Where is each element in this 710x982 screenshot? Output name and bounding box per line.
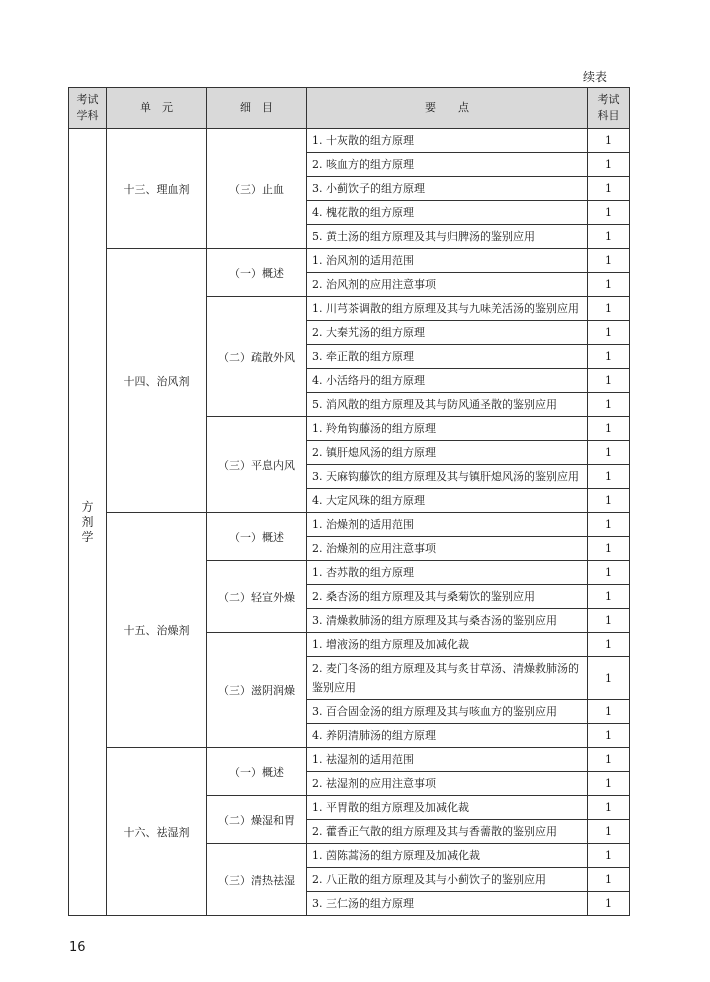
point-cell: 4. 槐花散的组方原理 (307, 201, 588, 225)
level-cell: 1 (588, 748, 630, 772)
header-points: 要 点 (307, 88, 588, 129)
point-cell: 3. 天麻钩藤饮的组方原理及其与镇肝熄风汤的鉴别应用 (307, 465, 588, 489)
level-cell: 1 (588, 393, 630, 417)
table-row (69, 129, 630, 153)
point-cell: 1. 增液汤的组方原理及加减化裁 (307, 633, 588, 657)
syllabus-table (68, 87, 630, 916)
level-cell: 1 (588, 369, 630, 393)
item-cell: （三）平息内风 (207, 417, 307, 513)
point-cell: 2. 藿香正气散的组方原理及其与香薷散的鉴别应用 (307, 820, 588, 844)
level-cell: 1 (588, 441, 630, 465)
table-row (69, 513, 630, 537)
header-unit: 单 元 (107, 88, 207, 129)
point-cell: 3. 清燥救肺汤的组方原理及其与桑杏汤的鉴别应用 (307, 609, 588, 633)
level-cell: 1 (588, 129, 630, 153)
item-cell: （三）止血 (207, 129, 307, 249)
point-cell: 1. 羚角钩藤汤的组方原理 (307, 417, 588, 441)
header-item: 细 目 (207, 88, 307, 129)
unit-cell: 十三、理血剂 (107, 129, 207, 249)
item-cell: （一）概述 (207, 249, 307, 297)
level-cell: 1 (588, 273, 630, 297)
item-cell: （二）疏散外风 (207, 297, 307, 417)
level-cell: 1 (588, 844, 630, 868)
point-cell: 2. 大秦艽汤的组方原理 (307, 321, 588, 345)
point-cell: 2. 咳血方的组方原理 (307, 153, 588, 177)
level-cell: 1 (588, 513, 630, 537)
table-body (69, 129, 630, 916)
point-cell: 5. 消风散的组方原理及其与防风通圣散的鉴别应用 (307, 393, 588, 417)
level-cell: 1 (588, 537, 630, 561)
point-cell: 3. 三仁汤的组方原理 (307, 892, 588, 916)
level-cell: 1 (588, 489, 630, 513)
point-cell: 2. 镇肝熄风汤的组方原理 (307, 441, 588, 465)
level-cell: 1 (588, 321, 630, 345)
table-row (69, 249, 630, 273)
unit-cell: 十五、治燥剂 (107, 513, 207, 748)
point-cell: 2. 治燥剂的应用注意事项 (307, 537, 588, 561)
level-cell: 1 (588, 201, 630, 225)
header-level: 考试 科目 (588, 88, 630, 129)
point-cell: 1. 杏苏散的组方原理 (307, 561, 588, 585)
level-cell: 1 (588, 561, 630, 585)
level-cell: 1 (588, 249, 630, 273)
continued-label: 续表 (583, 70, 608, 84)
point-cell: 5. 黄土汤的组方原理及其与归脾汤的鉴别应用 (307, 225, 588, 249)
level-cell: 1 (588, 868, 630, 892)
level-cell: 1 (588, 225, 630, 249)
point-cell: 2. 祛湿剂的应用注意事项 (307, 772, 588, 796)
header-subject: 考试 学科 (69, 88, 107, 129)
item-cell: （一）概述 (207, 748, 307, 796)
point-cell: 2. 治风剂的应用注意事项 (307, 273, 588, 297)
level-cell: 1 (588, 700, 630, 724)
point-cell: 3. 百合固金汤的组方原理及其与咳血方的鉴别应用 (307, 700, 588, 724)
point-cell: 1. 川芎茶调散的组方原理及其与九味羌活汤的鉴别应用 (307, 297, 588, 321)
point-cell: 2. 麦门冬汤的组方原理及其与炙甘草汤、清燥救肺汤的鉴别应用 (307, 657, 588, 700)
point-cell: 2. 桑杏汤的组方原理及其与桑菊饮的鉴别应用 (307, 585, 588, 609)
level-cell: 1 (588, 345, 630, 369)
page-number: 16 (69, 940, 86, 955)
point-cell: 1. 祛湿剂的适用范围 (307, 748, 588, 772)
table-row (69, 748, 630, 772)
point-cell: 2. 八正散的组方原理及其与小蓟饮子的鉴别应用 (307, 868, 588, 892)
point-cell: 1. 平胃散的组方原理及加减化裁 (307, 796, 588, 820)
point-cell: 3. 牵正散的组方原理 (307, 345, 588, 369)
point-cell: 4. 小活络丹的组方原理 (307, 369, 588, 393)
point-cell: 1. 十灰散的组方原理 (307, 129, 588, 153)
header-row (69, 88, 630, 129)
level-cell: 1 (588, 820, 630, 844)
level-cell: 1 (588, 633, 630, 657)
point-cell: 1. 治燥剂的适用范围 (307, 513, 588, 537)
item-cell: （二）燥湿和胃 (207, 796, 307, 844)
level-cell: 1 (588, 724, 630, 748)
level-cell: 1 (588, 609, 630, 633)
unit-cell: 十四、治风剂 (107, 249, 207, 513)
item-cell: （三）滋阴润燥 (207, 633, 307, 748)
level-cell: 1 (588, 297, 630, 321)
level-cell: 1 (588, 465, 630, 489)
level-cell: 1 (588, 657, 630, 700)
level-cell: 1 (588, 796, 630, 820)
unit-cell: 十六、祛湿剂 (107, 748, 207, 916)
point-cell: 4. 大定风珠的组方原理 (307, 489, 588, 513)
item-cell: （一）概述 (207, 513, 307, 561)
point-cell: 4. 养阴清肺汤的组方原理 (307, 724, 588, 748)
level-cell: 1 (588, 177, 630, 201)
item-cell: （三）清热祛湿 (207, 844, 307, 916)
item-cell: （二）轻宣外燥 (207, 561, 307, 633)
level-cell: 1 (588, 585, 630, 609)
point-cell: 1. 治风剂的适用范围 (307, 249, 588, 273)
level-cell: 1 (588, 153, 630, 177)
level-cell: 1 (588, 417, 630, 441)
level-cell: 1 (588, 892, 630, 916)
point-cell: 3. 小蓟饮子的组方原理 (307, 177, 588, 201)
subject-cell: 方 剂 学 (69, 129, 107, 916)
point-cell: 1. 茵陈蒿汤的组方原理及加减化裁 (307, 844, 588, 868)
level-cell: 1 (588, 772, 630, 796)
